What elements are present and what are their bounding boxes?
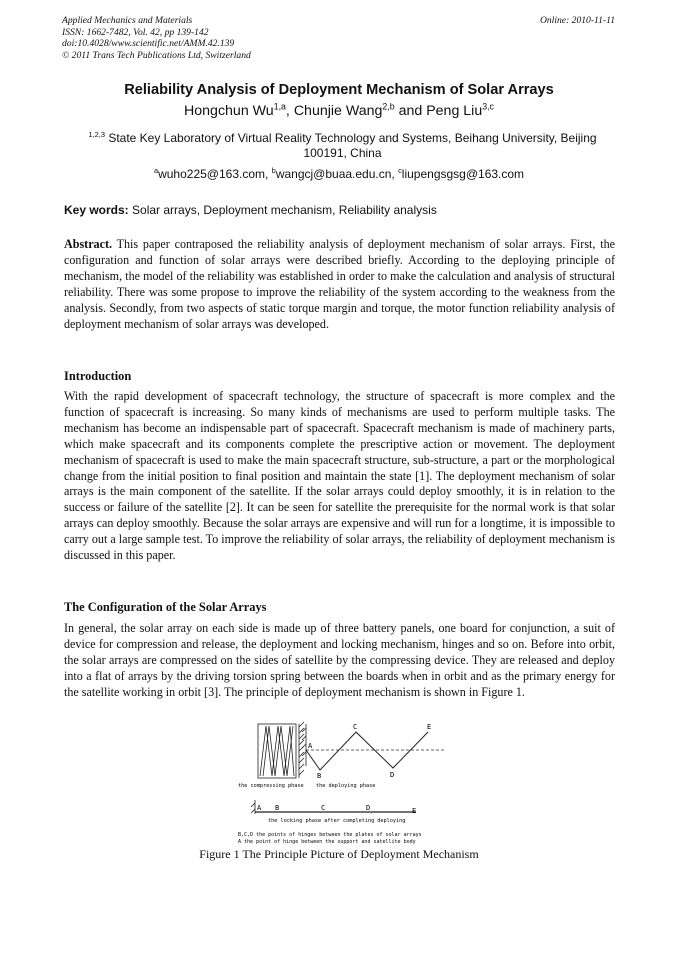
figure-1-diagram — [230, 718, 460, 846]
introduction-paragraph: With the rapid development of spacecraft technology, the structure of spacecraft is more complex and the function of spacecraft is increasing. So many kinds of mechanisms are used to perform multiple tasks. The mechanism has become an indispensable part of spacecraft. Spacecraft mechanism is made of machinery parts, which make spacecraft and its components complete the prescriptive action or movement. The deployment mechanism of spacecraft is used to make the main spacecraft structure, sub-structure, a part or the morphological change from the initial position to final position and maintain the state [1]. The deployment mechanism of solar arrays is the main component of the satellite. If the solar arrays could deploy smoothly, it is in relation to the success or failure of the satellite [2]. It can be seen for satellite the prerequisite for the normal work is that solar arrays can deploy smoothly. Because the solar arrays are expensive and will run for a longtime, it is impossible to carry out a large sample test. To improve the reliability of solar arrays, the reliability of deployment mechanism is discussed in this paper. — [64, 389, 615, 563]
author-superscript: 3,c — [482, 101, 494, 112]
deploying-phase-label: the deploying phase — [316, 783, 376, 789]
author-name: Peng Liu — [426, 103, 483, 119]
locked-point-b: B — [275, 804, 280, 812]
affiliation-superscript: 1,2,3 — [88, 130, 105, 139]
email-separator: , — [265, 167, 272, 181]
doi-line: doi:10.4028/www.scientific.net/AMM.42.139 — [62, 38, 235, 49]
deploying-panels — [306, 732, 428, 770]
author-separator: , — [285, 103, 294, 119]
author-name: Hongchun Wu — [184, 103, 274, 119]
point-d-label: D — [390, 771, 395, 779]
author-name: Chunjie Wang — [293, 103, 383, 119]
email-address: wangcj@buaa.edu.cn — [275, 167, 392, 181]
configuration-paragraph: In general, the solar array on each side is made up of three battery panels, one board for conjunction, a suit of device for compression and release, the deployment and locking mechanism, hinges and so on. Before into orbit, the solar arrays are compressed on the sides of satellite by the compressing device. They are released and deploy into a flat of arrays by the driving torsion spring between the boards when in orbit and as the primary energy for the satellite working in orbit [3]. The principle of deployment mechanism is shown in Figure 1. — [64, 621, 615, 699]
email-address: liupengsgsg@163.com — [401, 167, 525, 181]
configuration-heading: The Configuration of the Solar Arrays — [64, 600, 267, 614]
issn-line: ISSN: 1662-7482, Vol. 42, pp 139-142 — [62, 26, 209, 38]
point-a-label: A — [308, 742, 313, 750]
abstract-text: This paper contraposed the reliability analysis of deployment mechanism of solar arrays. First, the configuration and function of solar arrays were described briefly. According to the deploying principle of mechanism, the model of the reliability was established in order to make the calculation and analysis of structural reliability. There was some propose to improve the reliability of the system according to the weakness from the analysis. Secondly, from two aspects of static torque margin and torque, the motor function reliability analysis of deployment mechanism of solar arrays was developed. — [64, 237, 615, 331]
author-superscript: 2,b — [382, 101, 395, 112]
author-superscript: 1,a — [273, 101, 286, 112]
paper-title: Reliability Analysis of Deployment Mechanism of Solar Arrays — [124, 82, 554, 98]
keywords-label: Key words: — [64, 203, 129, 217]
locking-phase-label: the locking phase after completing deploying — [268, 818, 406, 824]
journal-name: Applied Mechanics and Materials — [62, 15, 193, 26]
locked-point-e: E — [412, 807, 417, 815]
figure-1-caption: Figure 1 The Principle Picture of Deployment Mechanism — [199, 847, 479, 861]
email-address: wuho225@163.com — [158, 167, 265, 181]
locking-wall — [251, 800, 255, 814]
author-separator: and — [394, 103, 427, 119]
copyright-line: © 2011 Trans Tech Publications Ltd, Switzerland — [62, 49, 251, 61]
abstract-label: Abstract. — [64, 237, 113, 251]
keywords — [64, 203, 437, 217]
locked-point-d: D — [366, 804, 371, 812]
locked-point-c: C — [321, 804, 326, 812]
author-list — [0, 103, 678, 119]
point-c-label: C — [353, 723, 358, 731]
locked-point-a: A — [257, 804, 262, 812]
abstract-paragraph — [64, 237, 615, 332]
hinge-note-a: A the point of hinge between the support and satellite body — [238, 839, 416, 845]
folded-panels — [258, 724, 296, 778]
affiliation-text: State Key Laboratory of Virtual Reality Technology and Systems, Beihang University, Beijing 100191, China — [108, 131, 597, 160]
affiliation — [80, 131, 605, 161]
email-separator: , — [391, 167, 399, 181]
email-superscript: c — [398, 166, 402, 175]
compressing-phase-label: the compressing phase — [238, 783, 304, 789]
keywords-text: Solar arrays, Deployment mechanism, Reliability analysis — [132, 203, 437, 217]
email-superscript: a — [153, 166, 159, 175]
introduction-heading: Introduction — [64, 369, 132, 383]
author-emails — [0, 167, 678, 181]
email-superscript: b — [271, 166, 276, 175]
online-date: Online: 2010-11-11 — [539, 15, 615, 26]
journal-header — [62, 15, 251, 61]
hinge-note-bcd: B,C,D the points of hinges between the plates of solar arrays — [238, 832, 422, 838]
point-b-label: B — [317, 772, 322, 780]
point-e-label: E — [427, 723, 432, 731]
